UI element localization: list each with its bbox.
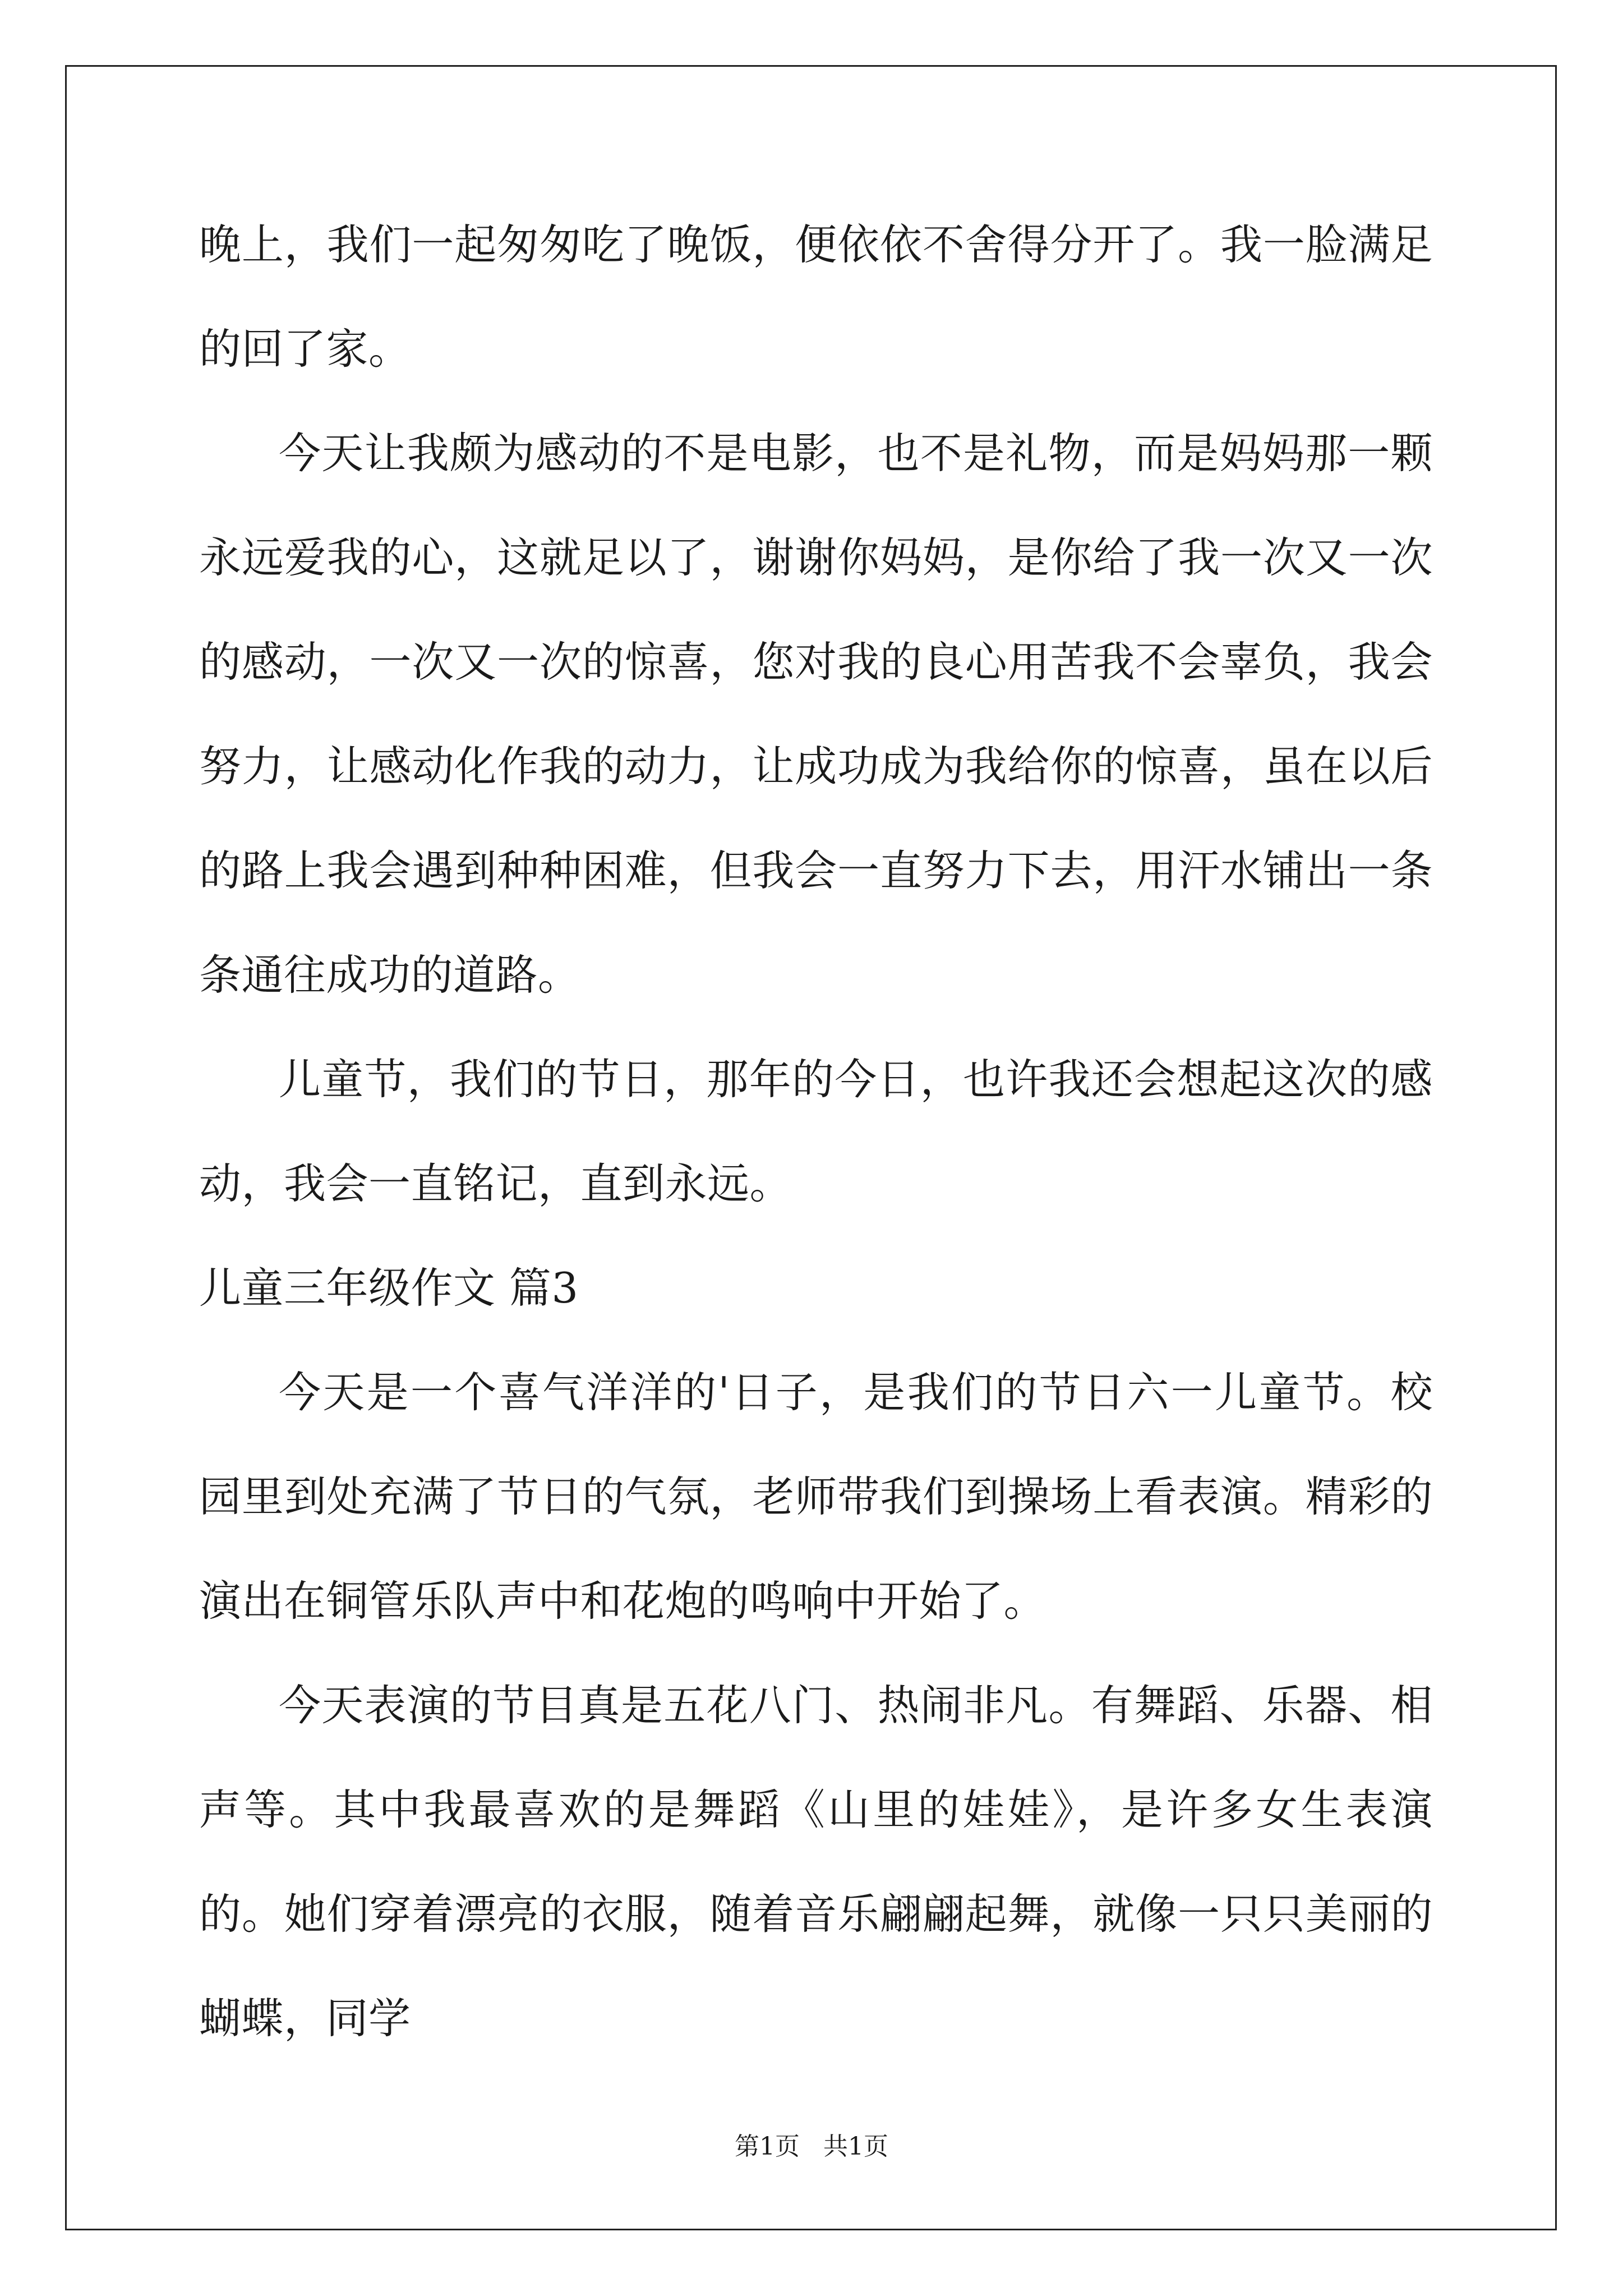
page-footer [0,2126,1623,2162]
paragraph-2: 今天让我颇为感动的不是电影，也不是礼物，而是妈妈那一颗永远爱我的心，这就足以了，谢谢你妈妈，是你给了我一次又一次的感动，一次又一次的惊喜，您对我的良心用苦我不会辜负，我会努力，让感动化作我的动力，让成功成为我给你的惊喜，虽在以后的路上我会遇到种种困难，但我会一直努力下去，用汗水铺出一条条通往成功的道路。 [199,429,1433,1000]
paragraph-5: 今天表演的节目真是五花八门、热闹非凡。有舞蹈、乐器、相声等。其中我最喜欢的是舞蹈《山里的娃娃》，是许多女生表演的。她们穿着漂亮的衣服，随着音乐翩翩起舞，就像一只只美丽的蝴蝶，同学 [199,1681,1433,2043]
page-total: 共1页 [823,2132,888,2161]
section-heading: 儿童三年级作文 篇3 [199,1263,579,1313]
document-body [199,192,1433,2070]
paragraph-1: 晚上，我们一起匆匆吃了晚饭，便依依不舍得分开了。我一脸满足的回了家。 [199,220,1433,374]
paragraph-4: 今天是一个喜气洋洋的'日子，是我们的节日六一儿童节。校园里到处充满了节日的气氛，老师带我们到操场上看表演。精彩的演出在铜管乐队声中和花炮的鸣响中开始了。 [199,1368,1433,1626]
paragraph-3: 儿童节，我们的节日，那年的今日，也许我还会想起这次的感动，我会一直铭记，直到永远。 [199,1055,1433,1208]
page-number: 第1页 [735,2132,800,2161]
